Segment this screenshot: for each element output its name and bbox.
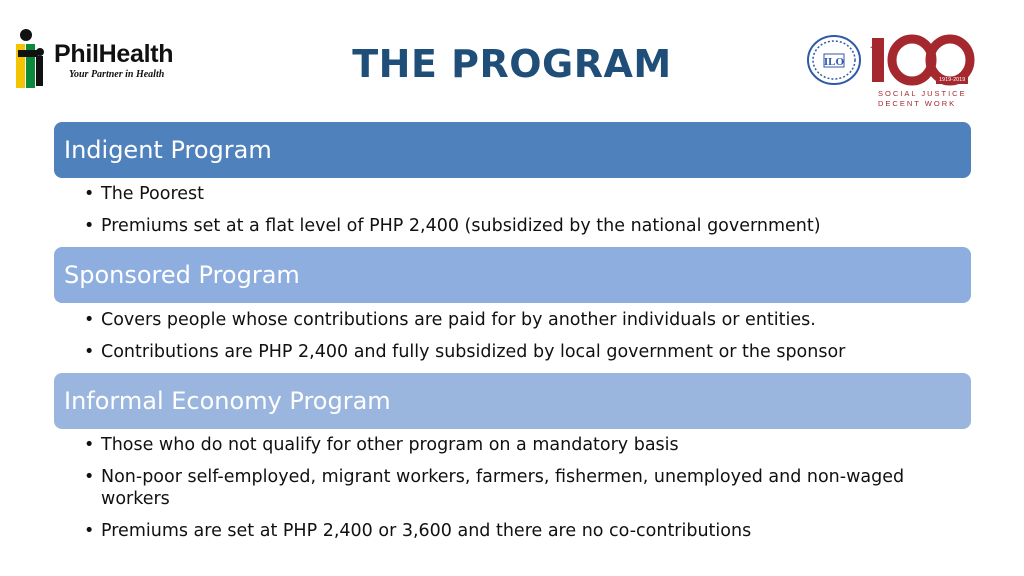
ilo-logo bbox=[806, 34, 976, 112]
bullet-item: • Premiums are set at PHP 2,400 or 3,600 and there are no co-contributions bbox=[84, 520, 964, 542]
bullet-item: • Non-poor self-employed, migrant workers, farmers, fishermen, unemployed and non-waged workers bbox=[84, 466, 964, 510]
section-bullets-informal-economy bbox=[84, 434, 964, 552]
bullet-item: • The Poorest bbox=[84, 183, 964, 205]
ilo-slogan-line2: DECENT WORK bbox=[878, 99, 957, 108]
ilo-years: 1919-2019 bbox=[936, 77, 968, 84]
philhealth-wordmark: PhilHealth bbox=[54, 40, 174, 68]
bullet-item: • Those who do not qualify for other program on a mandatory basis bbox=[84, 434, 964, 456]
bullet-item: • Covers people whose contributions are paid for by another individuals or entities. bbox=[84, 309, 964, 331]
section-bullets-indigent bbox=[84, 183, 964, 247]
bullet-item: • Premiums set at a flat level of PHP 2,400 (subsidized by the national government) bbox=[84, 215, 964, 237]
ilo-emblem-text: ILO bbox=[823, 56, 845, 68]
ilo-emblem-icon bbox=[806, 34, 862, 86]
section-heading-indigent: Indigent Program bbox=[54, 122, 971, 178]
page-title: THE PROGRAM bbox=[352, 42, 672, 86]
bullet-item: • Contributions are PHP 2,400 and fully subsidized by local government or the sponsor bbox=[84, 341, 964, 363]
section-heading-informal-economy: Informal Economy Program bbox=[54, 373, 971, 429]
philhealth-tagline: Your Partner in Health bbox=[69, 69, 165, 80]
ilo-slogan-line1: SOCIAL JUSTICE bbox=[878, 89, 967, 98]
section-bullets-sponsored bbox=[84, 309, 964, 373]
section-heading-sponsored: Sponsored Program bbox=[54, 247, 971, 303]
ilo-slogan bbox=[878, 89, 967, 109]
